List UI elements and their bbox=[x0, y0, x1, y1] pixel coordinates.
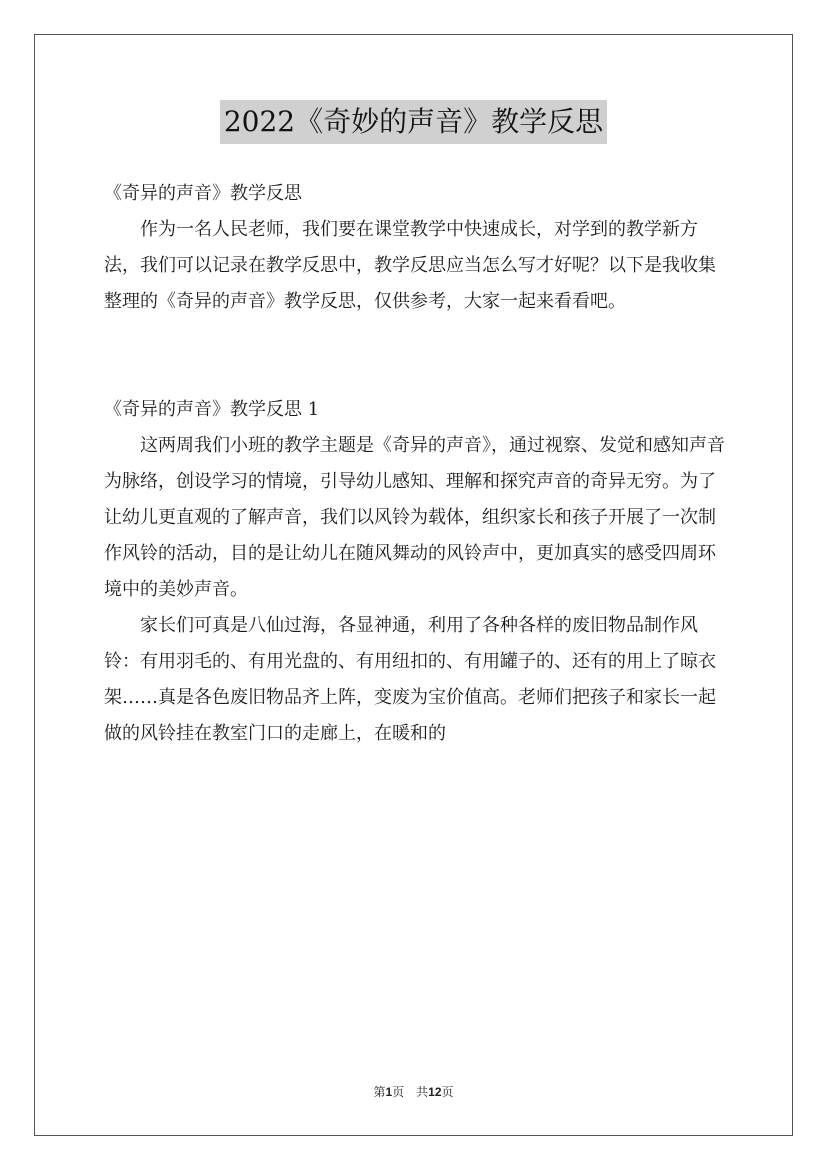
title-container bbox=[0, 100, 827, 144]
page-number-total: 12 bbox=[428, 1085, 442, 1099]
page-number-prefix: 第 bbox=[373, 1085, 386, 1099]
paragraph-intro: 作为一名人民老师，我们要在课堂教学中快速成长，对学到的教学新方法，我们可以记录在教学反思中，教学反思应当怎么写才好呢？以下是我收集整理的《奇异的声音》教学反思，仅供参考，大家一起来看看吧。 bbox=[104, 219, 716, 312]
paragraph-1: 这两周我们小班的教学主题是《奇异的声音》，通过视察、发觉和感知声音为脉络，创设学习的情境，引导幼儿感知、理解和探究声音的奇异无穷。为了让幼儿更直观的了解声音，我们以风铃为载体，组织家长和孩子开展了一次制作风铃的活动，目的是让幼儿在随风舞动的风铃声中，更加真实的感受四周环境中的美妙声音。 bbox=[104, 435, 725, 600]
section-heading-intro: 《奇异的声音》教学反思 bbox=[104, 183, 302, 204]
paragraph-2: 家长们可真是八仙过海，各显神通，利用了各种各样的废旧物品制作风铃：有用羽毛的、有用光盘的、有用纽扣的、有用罐子的、还有的用上了晾衣架……真是各色废旧物品齐上阵，变废为宝价值高。老师们把孩子和家长一起做的风铃挂在教室门口的走廊上，在暖和的 bbox=[104, 615, 716, 744]
page-number-current: 1 bbox=[385, 1085, 393, 1099]
document-body bbox=[104, 176, 732, 752]
page-number-suffix: 页 bbox=[441, 1085, 454, 1099]
page-number-mid: 页 共 bbox=[392, 1085, 429, 1099]
spacer bbox=[104, 356, 732, 392]
document-title: 2022《奇妙的声音》教学反思 bbox=[220, 100, 607, 144]
section-heading-1: 《奇异的声音》教学反思 1 bbox=[104, 399, 320, 420]
page-footer bbox=[0, 1083, 827, 1100]
